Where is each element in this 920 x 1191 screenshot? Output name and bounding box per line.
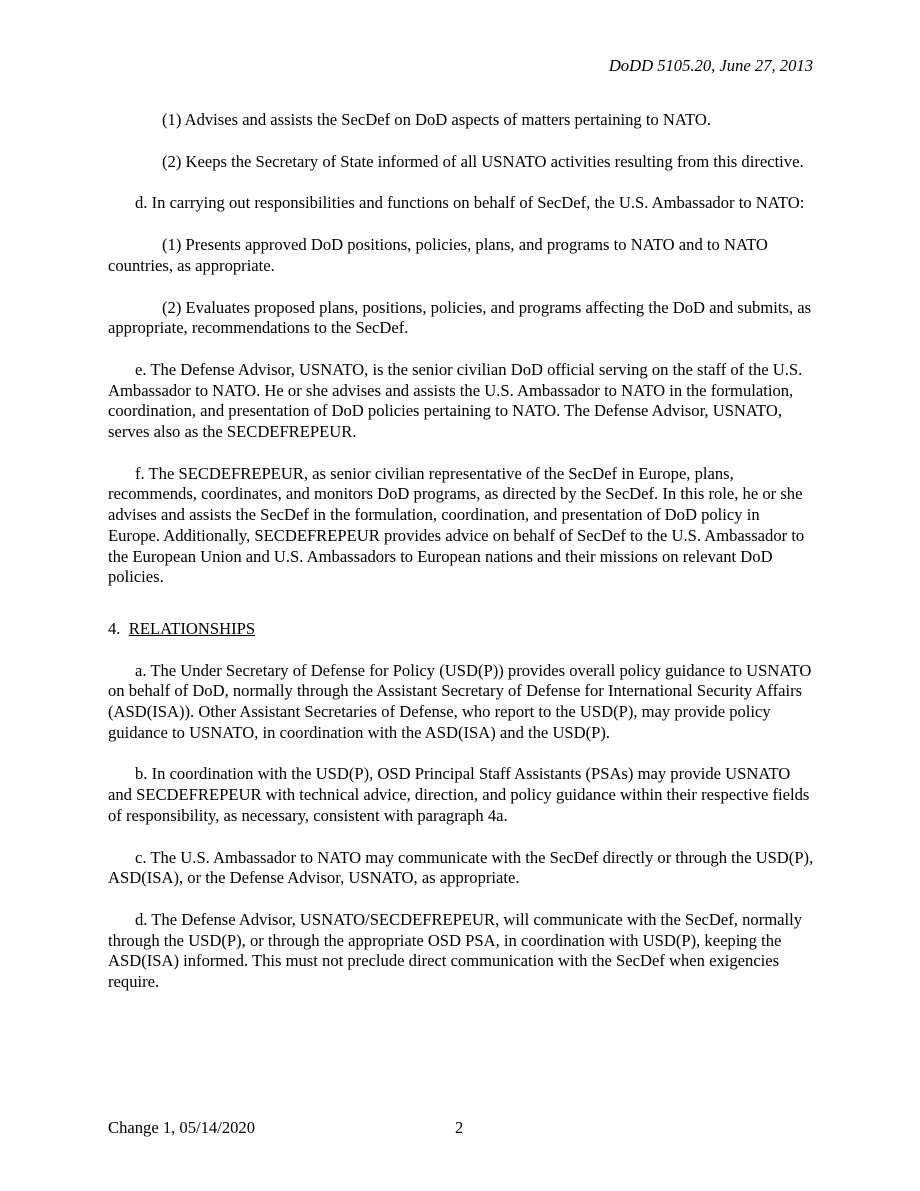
paragraph-c2: (2) Keeps the Secretary of State informed of all USNATO activities resulting from this directive.	[162, 151, 804, 171]
paragraph-d: d. In carrying out responsibilities and functions on behalf of SecDef, the U.S. Ambassador to NATO:	[135, 193, 805, 213]
document-header: DoDD 5105.20, June 27, 2013	[608, 56, 813, 75]
paragraph-f: f. The SECDEFREPEUR, as senior civilian representative of the SecDef in Europe, plans, recommends, coordinates, and monitors DoD programs, as directed by the SecDef. In this role, he or she advises and assists the SecDef in the formulation, coordination, and presentation of DoD policy in Europe. Additionally, SECDEFREPEUR provides advice on behalf of SecDef to the U.S. Ambassador to the European Union and U.S. Ambassadors to European nations and their missions on relevant DoD policies.	[108, 463, 805, 587]
paragraph-e: e. The Defense Advisor, USNATO, is the senior civilian DoD official serving on the staff of the U.S. Ambassador to NATO. He or she advises and assists the U.S. Ambassador to NATO in the formulation, coordination, and presentation of DoD policies pertaining to NATO. The Defense Advisor, USNATO, serves also as the SECDEFREPEUR.	[108, 359, 803, 442]
paragraph-d2: (2) Evaluates proposed plans, positions, policies, and programs affecting the DoD and submits, as appropriate, recommendations to the SecDef.	[108, 297, 812, 338]
section-number: 4.	[108, 618, 121, 638]
section-title: RELATIONSHIPS	[128, 618, 256, 638]
document-body	[108, 110, 814, 1014]
section-heading	[108, 619, 814, 640]
paragraph-4a: a. The Under Secretary of Defense for Policy (USD(P)) provides overall policy guidance to USNATO on behalf of DoD, normally through the Assistant Secretary of Defense for International Security Affairs (ASD(ISA)). Other Assistant Secretaries of Defense, who report to the USD(P), may provide policy guidance to USNATO, in coordination with the ASD(ISA) and the USD(P).	[108, 660, 812, 742]
paragraph-4c: c. The U.S. Ambassador to NATO may communicate with the SecDef directly or through the USD(P), ASD(ISA), or the Defense Advisor, USNATO, as appropriate.	[108, 847, 814, 888]
footer-page-number: 2	[455, 1118, 464, 1137]
paragraph-4d: d. The Defense Advisor, USNATO/SECDEFREPEUR, will communicate with the SecDef, normally through the USD(P), or through the appropriate OSD PSA, in coordination with USD(P), keeping the ASD(ISA) informed. This must not preclude direct communication with the SecDef when exigencies require.	[108, 909, 803, 992]
paragraph-d1: (1) Presents approved DoD positions, policies, plans, and programs to NATO and to NATO countries, as appropriate.	[108, 235, 768, 275]
paragraph-c1: (1) Advises and assists the SecDef on DoD aspects of matters pertaining to NATO.	[162, 110, 712, 129]
paragraph-4b: b. In coordination with the USD(P), OSD Principal Staff Assistants (PSAs) may provide USNATO and SECDEFREPEUR with technical advice, direction, and policy guidance within their respective fields of responsibility, as necessary, consistent with paragraph 4a.	[108, 764, 810, 825]
footer-change-note: Change 1, 05/14/2020	[108, 1118, 256, 1137]
